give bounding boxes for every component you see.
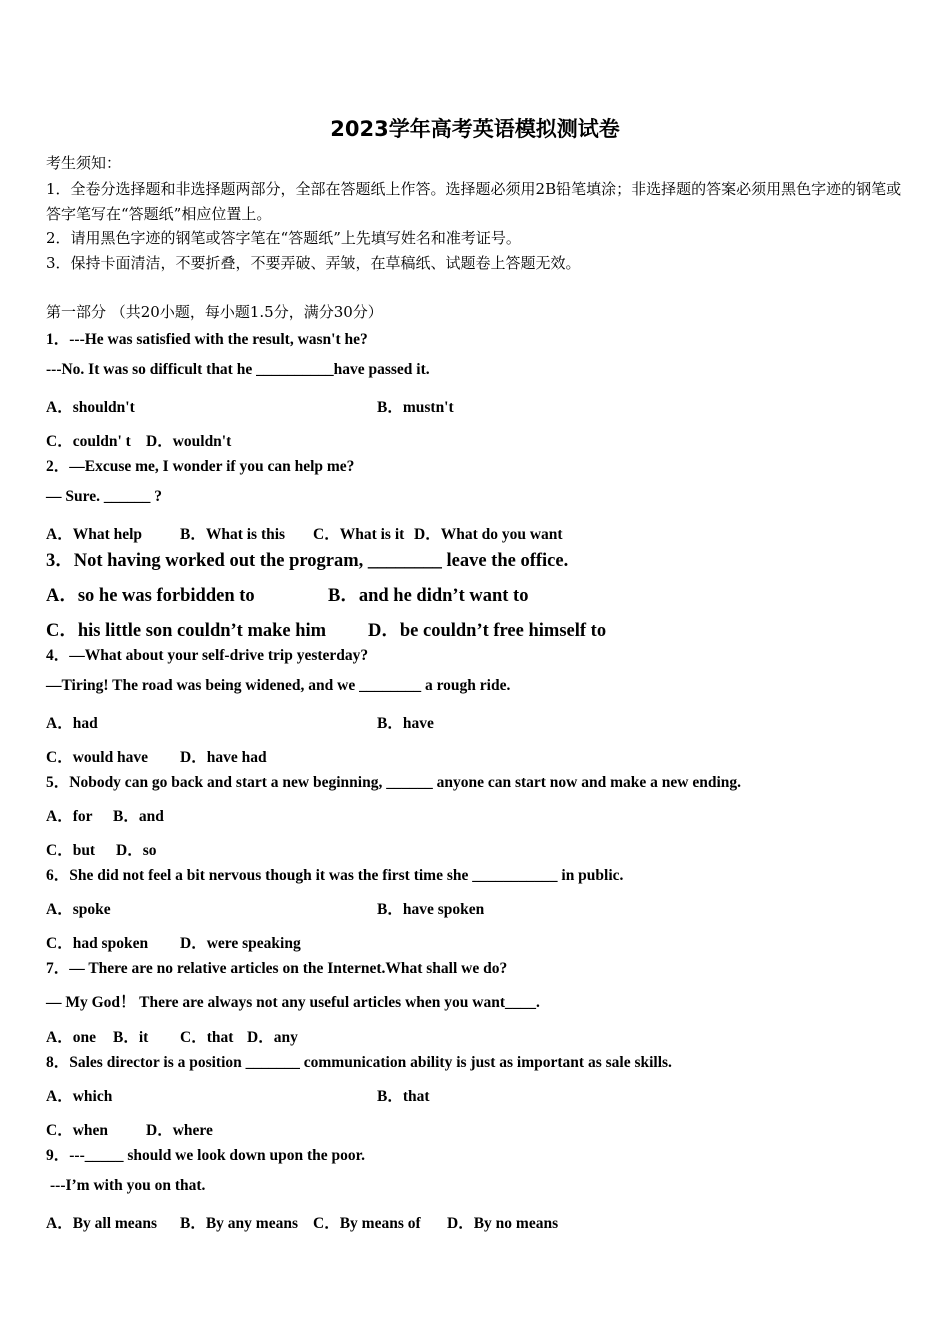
option-d[interactable]: D．be couldn’t free himself to — [368, 621, 607, 641]
question-stem: 4．—What about your self-drive trip yesterday? — [46, 647, 369, 664]
option-a[interactable]: A．By all means — [46, 1215, 158, 1232]
option-a[interactable]: A．had — [46, 715, 98, 732]
option-d[interactable]: D．were speaking — [180, 935, 301, 952]
option-b[interactable]: B．have — [377, 715, 434, 732]
option-b[interactable]: B．What is this — [180, 526, 286, 543]
question-stem: 9．---_____ should we look down upon the poor. — [46, 1147, 365, 1164]
question-stem: 1．---He was satisfied with the result, wasn't he? — [46, 331, 368, 348]
question-stem: 2．—Excuse me, I wonder if you can help me? — [46, 458, 355, 475]
option-c[interactable]: C．couldn' t — [46, 433, 131, 450]
option-d[interactable]: D．By no means — [447, 1215, 559, 1232]
section-heading: 第一部分 （共20小题，每小题1.5分，满分30分） — [46, 303, 383, 321]
option-c[interactable]: C．but — [46, 842, 96, 859]
question-stem: 8．Sales director is a position _______ communication ability is just as important as sale skills. — [46, 1054, 672, 1071]
question-stem: 6．She did not feel a bit nervous though it was the first time she ___________ in public. — [46, 867, 624, 884]
question-stem: — My God！ There are always not any useful articles when you want____. — [46, 994, 540, 1011]
option-d[interactable]: D．where — [146, 1122, 213, 1139]
option-c[interactable]: C．would have — [46, 749, 149, 766]
page-title: 2023学年高考英语模拟测试卷 — [330, 117, 620, 141]
option-a[interactable]: A．for — [46, 808, 93, 825]
question-stem: —Tiring! The road was being widened, and we ________ a rough ride. — [46, 677, 511, 694]
option-a[interactable]: A．spoke — [46, 901, 111, 918]
question-stem: ---No. It was so difficult that he __________have passed it. — [46, 361, 430, 378]
option-b[interactable]: B．have spoken — [377, 901, 485, 918]
option-d[interactable]: D．so — [116, 842, 157, 859]
option-c[interactable]: C．had spoken — [46, 935, 149, 952]
question-stem: — Sure. ______ ? — [46, 488, 162, 505]
option-a[interactable]: A．shouldn't — [46, 399, 135, 416]
option-d[interactable]: D．have had — [180, 749, 267, 766]
notice-heading: 考生须知： — [46, 154, 122, 172]
option-c[interactable]: C．What is it — [313, 526, 405, 543]
option-d[interactable]: D．What do you want — [414, 526, 563, 543]
option-b[interactable]: B．and he didn’t want to — [328, 586, 529, 606]
option-c[interactable]: C．when — [46, 1122, 109, 1139]
option-b[interactable]: B．By any means — [180, 1215, 298, 1232]
option-b[interactable]: B．mustn't — [377, 399, 454, 416]
option-c[interactable]: C．By means of — [313, 1215, 421, 1232]
option-a[interactable]: A．so he was forbidden to — [46, 586, 255, 606]
question-stem: 5．Nobody can go back and start a new beginning, ______ anyone can start now and make a new ending. — [46, 774, 742, 791]
option-a[interactable]: A．one — [46, 1029, 96, 1046]
option-c[interactable]: C．his little son couldn’t make him — [46, 621, 327, 641]
option-a[interactable]: A．which — [46, 1088, 113, 1105]
option-c[interactable]: C．that — [180, 1029, 234, 1046]
option-d[interactable]: D．wouldn't — [146, 433, 232, 450]
option-b[interactable]: B．that — [377, 1088, 430, 1105]
question-stem: 3．Not having worked out the program, ________ leave the office. — [46, 551, 569, 571]
option-d[interactable]: D．any — [247, 1029, 298, 1046]
notice-item: 1．全卷分选择题和非选择题两部分，全部在答题纸上作答。选择题必须用2B铅笔填涂；非选择题的答案必须用黑色字迹的钢笔或答字笔写在“答题纸”相应位置上。 — [46, 180, 902, 223]
option-b[interactable]: B．and — [113, 808, 164, 825]
question-stem: ---I’m with you on that. — [50, 1177, 206, 1194]
question-stem: 7．— There are no relative articles on the Internet.What shall we do? — [46, 960, 508, 977]
notice-item: 3．保持卡面清洁，不要折叠，不要弄破、弄皱，在草稿纸、试题卷上答题无效。 — [46, 254, 581, 272]
notice-item: 2．请用黑色字迹的钢笔或答字笔在“答题纸”上先填写姓名和准考证号。 — [46, 229, 521, 247]
option-b[interactable]: B．it — [113, 1029, 149, 1046]
option-a[interactable]: A．What help — [46, 526, 143, 543]
